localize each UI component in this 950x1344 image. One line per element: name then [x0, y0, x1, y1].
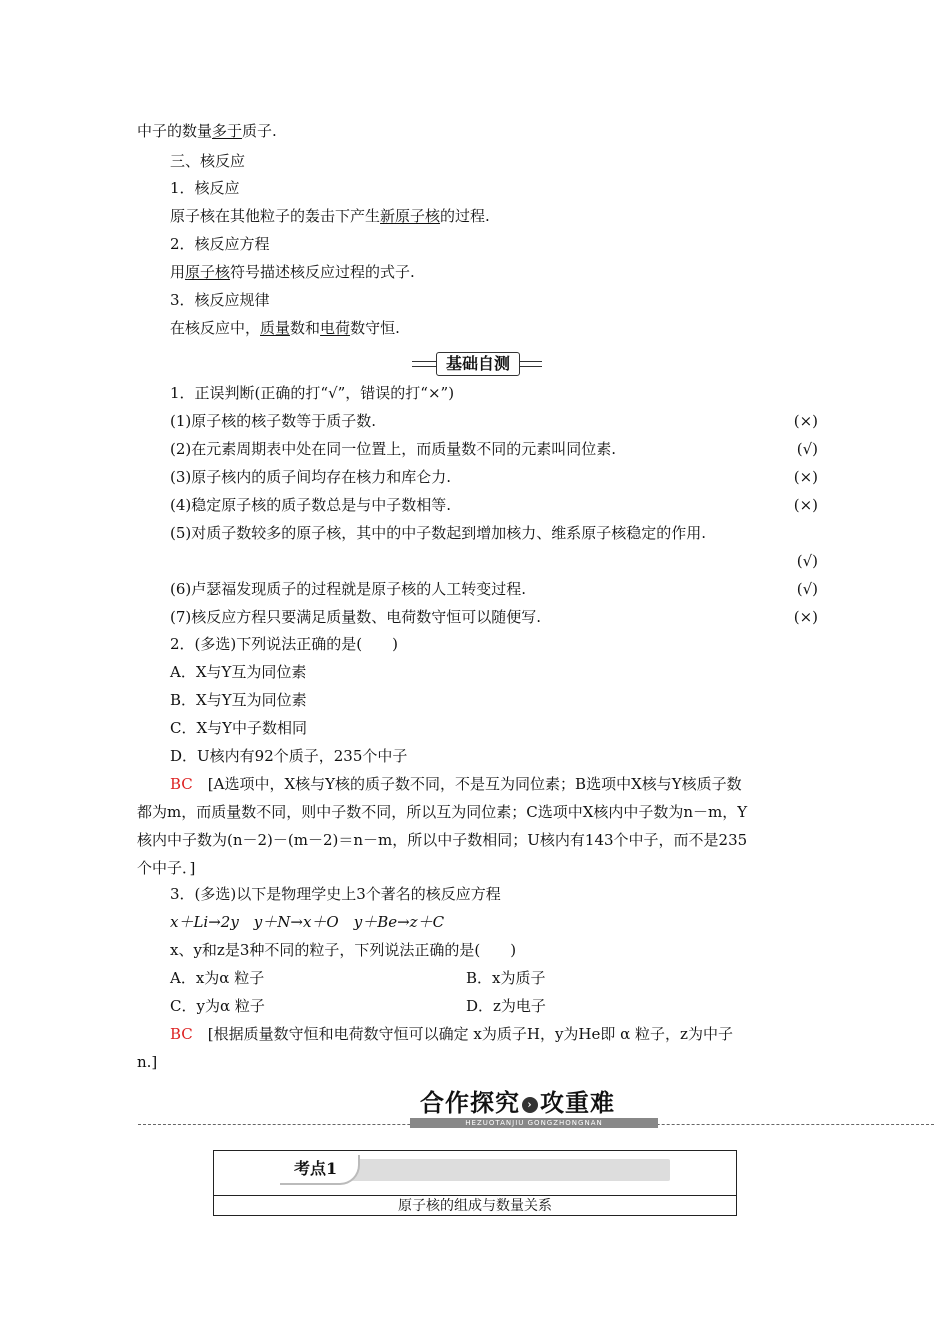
q2-option-b: B．X与Y互为同位素 [170, 691, 307, 709]
section-header [0, 1088, 950, 1132]
q3-stem: 3．(多选)以下是物理学史上3个著名的核反应方程 [170, 885, 501, 903]
q3-explanation-line [170, 1024, 733, 1044]
section-subtitle: HEZUOTANJIU GONGZHONGNAN [410, 1118, 658, 1128]
text-fragment: 数守恒. [350, 319, 400, 337]
q3-option-b: B．x为质子 [466, 969, 546, 987]
topic-box [213, 1150, 737, 1216]
item3-body [170, 318, 400, 338]
text-fragment: [根据质量数守恒和电荷数守恒可以确定 x为质子H，y为He即 α 粒子，z为中子 [192, 1025, 733, 1043]
item2-title: 2．核反应方程 [170, 235, 270, 253]
section-title-left: 合作探究 [420, 1088, 520, 1117]
text-fragment: 数和 [290, 319, 321, 337]
q2-stem: 2．(多选)下列说法正确的是( ) [170, 635, 398, 653]
q1-item-mark: (×) [793, 412, 818, 430]
text-fragment: 的过程. [440, 207, 490, 225]
text-fragment: 中子的数量 [137, 122, 213, 140]
q1-item: (3)原子核内的质子间均存在核力和库仑力. [170, 468, 452, 486]
q2-option-c: C．X与Y中子数相同 [170, 719, 308, 737]
q1-item-mark: (×) [793, 468, 818, 486]
underlined-term: 新原子核 [380, 207, 441, 225]
item1-title: 1．核反应 [170, 179, 240, 197]
text-fragment: 用 [170, 263, 186, 281]
q1-item: (6)卢瑟福发现质子的过程就是原子核的人工转变过程. [170, 580, 527, 598]
text-fragment: [A选项中，X核与Y核的质子数不同，不是互为同位素；B选项中X核与Y核质子数 [192, 775, 742, 793]
q1-stem: 1．正误判断(正确的打“√”，错误的打“×”) [170, 384, 455, 402]
underlined-term: 质量 [260, 319, 291, 337]
q3-option-c: C．y为α 粒子 [170, 997, 265, 1015]
banner-label: 基础自测 [436, 352, 520, 376]
q1-item-mark: (√) [796, 580, 818, 598]
q3-explanation-line: n.] [137, 1053, 158, 1071]
section-title-right: 攻重难 [540, 1088, 615, 1117]
q1-item: (1)原子核的核子数等于质子数. [170, 412, 377, 430]
underlined-term: 原子核 [185, 263, 231, 281]
chevron-right-icon: › [522, 1097, 538, 1113]
text-fragment: 在核反应中， [170, 319, 261, 337]
section-title [420, 1088, 615, 1118]
text-fragment: 质子. [242, 122, 277, 140]
q2-explanation-line: 核内中子数为(n－2)－(m－2)＝n－m，所以中子数相同；U核内有143个中子，而不是235 [137, 831, 748, 849]
q2-explanation-line [170, 774, 742, 794]
q3-option-a: A．x为α 粒子 [170, 969, 265, 987]
underlined-term: 电荷 [320, 319, 351, 337]
q1-item: (5)对质子数较多的原子核，其中的中子数起到增加核力、维系原子核稳定的作用. [170, 524, 707, 542]
q3-option-d: D．z为电子 [466, 997, 546, 1015]
underlined-term: 多于 [212, 122, 243, 140]
q3-answer: BC [170, 1025, 193, 1043]
q3-equations: x＋Li→2y y＋N→x＋O y＋Be→z＋C [170, 913, 445, 931]
text-fragment: 原子核在其他粒子的轰击下产生 [170, 207, 381, 225]
item1-body [170, 206, 490, 226]
q2-answer: BC [170, 775, 193, 793]
section-heading: 三、核反应 [170, 152, 246, 170]
item2-body [170, 262, 415, 282]
topic-label: 考点1 [280, 1155, 360, 1185]
q3-stem2: x、y和z是3种不同的粒子，下列说法正确的是( ) [170, 941, 517, 959]
q1-item-mark: (√) [796, 552, 818, 570]
item3-title: 3．核反应规律 [170, 291, 270, 309]
banner-left-rule [412, 361, 438, 367]
text-fragment: 符号描述核反应过程的式子. [230, 263, 415, 281]
q1-item-mark: (√) [796, 440, 818, 458]
topic-caption: 原子核的组成与数量关系 [398, 1198, 552, 1214]
q1-item-mark: (×) [793, 496, 818, 514]
q2-explanation-line: 个中子．] [137, 859, 196, 877]
q1-item-mark: (×) [793, 608, 818, 626]
q2-explanation-line: 都为m，而质量数不同，则中子数不同，所以互为同位素；C选项中X核内中子数为n－m，Y [137, 803, 748, 821]
q1-item: (4)稳定原子核的质子数总是与中子数相等. [170, 496, 452, 514]
q2-option-d: D．U核内有92个质子，235个中子 [170, 747, 408, 765]
self-test-banner [412, 352, 542, 374]
q1-item: (2)在元素周期表中处在同一位置上，而质量数不同的元素叫同位素. [170, 440, 617, 458]
intro-line-0 [137, 121, 277, 141]
q1-item: (7)核反应方程只要满足质量数、电荷数守恒可以随便写. [170, 608, 542, 626]
q2-option-a: A．X与Y互为同位素 [170, 663, 307, 681]
